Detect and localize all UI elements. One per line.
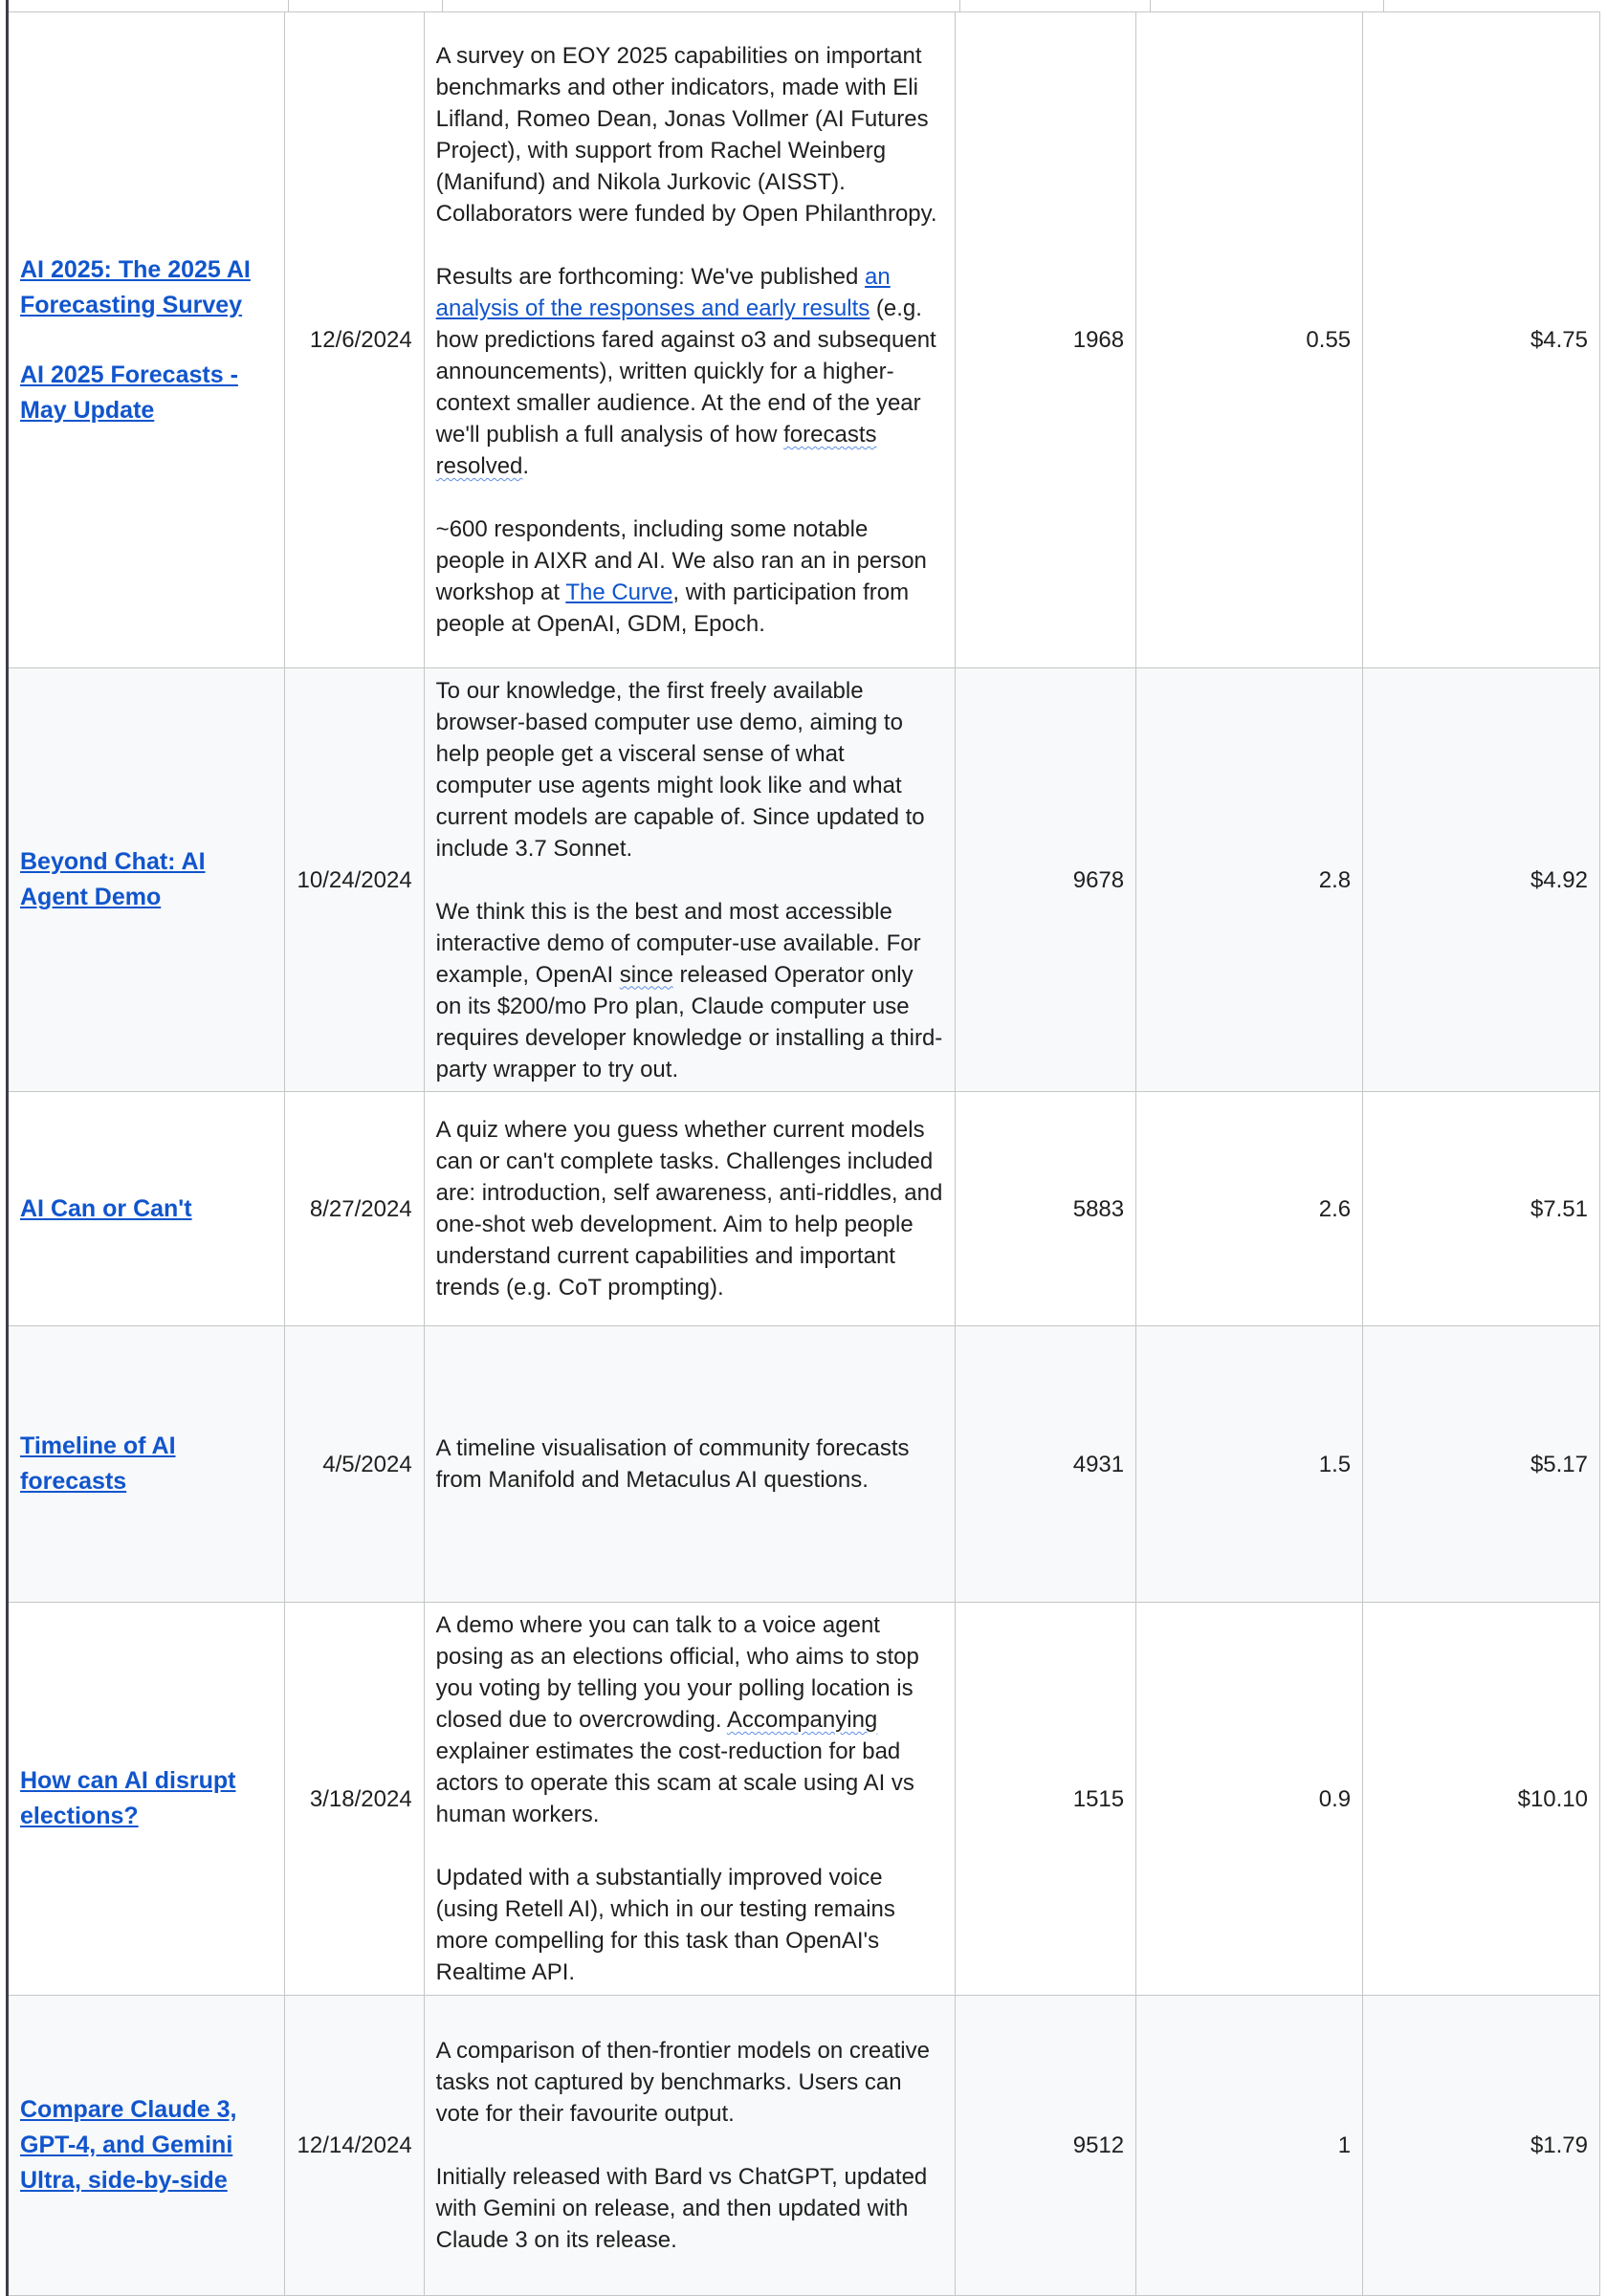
table-row — [9, 1603, 1600, 1996]
project-link[interactable]: AI Can or Can't — [20, 1194, 192, 1222]
number-cell[interactable]: 1968 — [955, 12, 1136, 668]
table-row — [9, 668, 1600, 1092]
description-cell[interactable] — [424, 12, 955, 668]
date-cell[interactable]: 10/24/2024 — [285, 668, 424, 1092]
the-curve-link[interactable]: The Curve — [565, 579, 673, 605]
ratio-cell[interactable]: 0.9 — [1136, 1603, 1363, 1996]
description-cell[interactable] — [424, 1603, 955, 1996]
top-row-stub — [6, 0, 1600, 11]
date-cell[interactable]: 4/5/2024 — [285, 1326, 424, 1603]
description-text: Results are forthcoming: We've published an analysis of the responses and early results (e.g. how predictions fared against o3 and subsequent announcements), written quickly for a higher-context smaller audience. At the end of the year we'll publish a full analysis of how forecasts resolved. — [435, 264, 936, 479]
cost-cell[interactable]: $5.17 — [1363, 1326, 1600, 1603]
description-text: A survey on EOY 2025 capabilities on important benchmarks and other indicators, made with Eli Lifland, Romeo Dean, Jonas Vollmer (AI Futures Project), with support from Rachel Weinberg (Manifund) and Nikola Jurkovic (AISST). Collaborators were funded by Open Philanthropy. — [435, 43, 937, 227]
cost-cell[interactable]: $7.51 — [1363, 1092, 1600, 1326]
spellcheck-underline: since — [619, 961, 673, 988]
project-link[interactable]: Beyond Chat: AI Agent Demo — [20, 848, 206, 910]
analysis-link[interactable]: an analysis of the responses and early results — [435, 264, 891, 321]
table-row — [9, 1092, 1600, 1326]
description-text: A comparison of then-frontier models on creative tasks not captured by benchmarks. Users can vote for their favourite output. — [435, 2038, 930, 2127]
project-link[interactable]: AI 2025: The 2025 AI Forecasting Survey — [20, 255, 251, 318]
number-cell[interactable]: 1515 — [955, 1603, 1136, 1996]
date-cell[interactable]: 12/6/2024 — [285, 12, 424, 668]
description-text: A timeline visualisation of community forecasts from Manifold and Metaculus AI questions. — [435, 1435, 910, 1493]
title-cell[interactable] — [9, 1326, 285, 1603]
spreadsheet-grid — [6, 11, 1600, 2296]
description-cell[interactable] — [424, 1996, 955, 2296]
date-cell[interactable]: 12/14/2024 — [285, 1996, 424, 2296]
table-row — [9, 1996, 1600, 2296]
title-cell[interactable] — [9, 1603, 285, 1996]
description-cell[interactable] — [424, 1092, 955, 1326]
table-row — [9, 1326, 1600, 1603]
project-link[interactable]: AI 2025 Forecasts - May Update — [20, 361, 238, 424]
ratio-cell[interactable]: 1.5 — [1136, 1326, 1363, 1603]
ratio-cell[interactable]: 2.6 — [1136, 1092, 1363, 1326]
date-cell[interactable]: 3/18/2024 — [285, 1603, 424, 1996]
title-cell[interactable] — [9, 1996, 285, 2296]
description-text: Updated with a substantially improved voice (using Retell AI), which in our testing remains more compelling for this task than OpenAI's Realtime API. — [435, 1865, 895, 1985]
ratio-cell[interactable]: 1 — [1136, 1996, 1363, 2296]
description-cell[interactable] — [424, 668, 955, 1092]
number-cell[interactable]: 9678 — [955, 668, 1136, 1092]
project-link[interactable]: Timeline of AI forecasts — [20, 1432, 176, 1495]
spellcheck-underline: forecasts resolved — [435, 422, 877, 479]
title-cell[interactable] — [9, 668, 285, 1092]
number-cell[interactable]: 4931 — [955, 1326, 1136, 1603]
table-row — [9, 12, 1600, 668]
project-link[interactable]: Compare Claude 3, GPT-4, and Gemini Ultra, side-by-side — [20, 2096, 237, 2194]
ratio-cell[interactable]: 0.55 — [1136, 12, 1363, 668]
cost-cell[interactable]: $4.75 — [1363, 12, 1600, 668]
description-text: A quiz where you guess whether current models can or can't complete tasks. Challenges included are: introduction, self awareness, anti-riddles, and one-shot web development. Aim to help people understand current capabilities and important trends (e.g. CoT prompting). — [435, 1117, 943, 1301]
projects-table — [9, 11, 1600, 2296]
description-cell[interactable] — [424, 1326, 955, 1603]
project-link[interactable]: How can AI disrupt elections? — [20, 1767, 236, 1829]
ratio-cell[interactable]: 2.8 — [1136, 668, 1363, 1092]
cost-cell[interactable]: $10.10 — [1363, 1603, 1600, 1996]
spellcheck-underline: Accompanying — [726, 1707, 878, 1733]
date-cell[interactable]: 8/27/2024 — [285, 1092, 424, 1326]
description-text: A demo where you can talk to a voice agent posing as an elections official, who aims to stop you voting by telling you your polling location is closed due to overcrowding. Accompanying explainer estimates the cost-reduction for bad actors to operate this scam at scale using AI vs human workers. — [435, 1612, 919, 1827]
description-text: To our knowledge, the first freely available browser-based computer use demo, aiming to help people get a visceral sense of what computer use agents might look like and what current models are capable of. Since updated to include 3.7 Sonnet. — [435, 677, 925, 862]
title-cell[interactable] — [9, 12, 285, 668]
description-text: We think this is the best and most accessible interactive demo of computer-use available. For example, OpenAI since released Operator only on its $200/mo Pro plan, Claude computer use requires developer knowledge or installing a third-party wrapper to try out. — [435, 898, 943, 1082]
title-cell[interactable] — [9, 1092, 285, 1326]
number-cell[interactable]: 5883 — [955, 1092, 1136, 1326]
number-cell[interactable]: 9512 — [955, 1996, 1136, 2296]
description-text: Initially released with Bard vs ChatGPT, updated with Gemini on release, and then updated with Claude 3 on its release. — [435, 2164, 928, 2253]
cost-cell[interactable]: $1.79 — [1363, 1996, 1600, 2296]
description-text: ~600 respondents, including some notable people in AIXR and AI. We also ran an in person workshop at The Curve, with participation from people at OpenAI, GDM, Epoch. — [435, 516, 927, 637]
cost-cell[interactable]: $4.92 — [1363, 668, 1600, 1092]
